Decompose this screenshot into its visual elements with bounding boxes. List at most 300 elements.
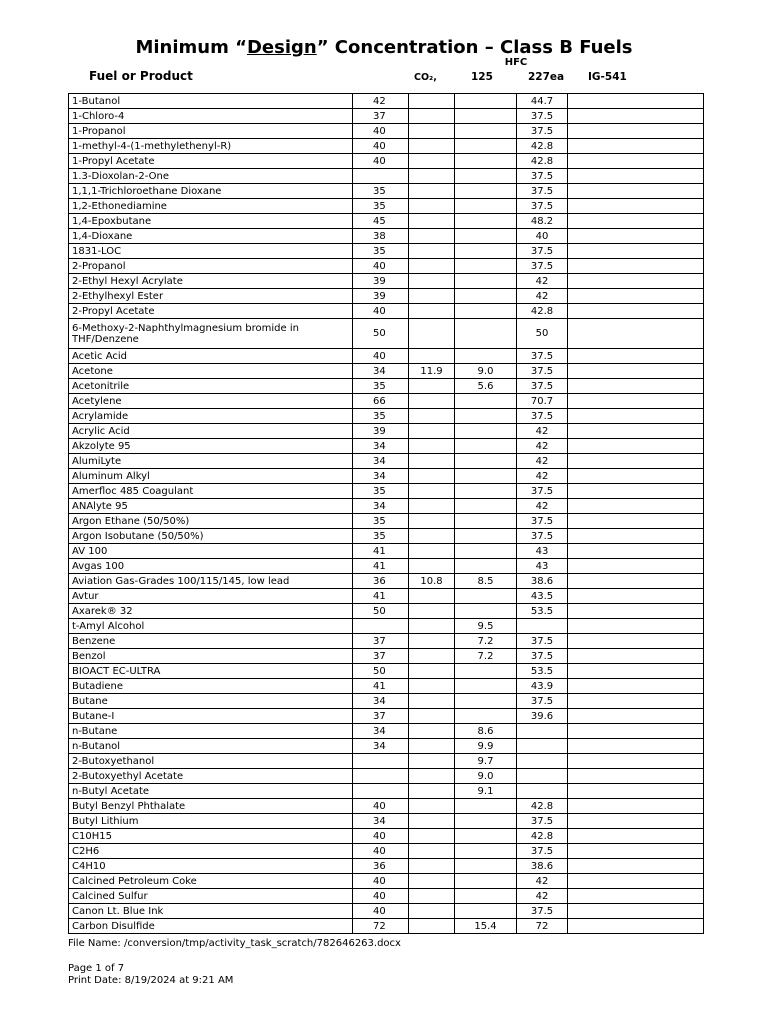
co2-cell <box>409 634 455 649</box>
hfc227ea-cell <box>517 619 568 634</box>
value-cell: 40 <box>353 844 409 859</box>
table-row <box>69 289 704 304</box>
hfc227ea-cell: 44.7 <box>517 94 568 109</box>
table-row <box>69 709 704 724</box>
hfc125-cell <box>455 604 517 619</box>
ig541-cell <box>568 364 704 379</box>
table-row <box>69 859 704 874</box>
fuel-name-cell: n-Butanol <box>69 739 353 754</box>
ig541-cell <box>568 919 704 934</box>
hfc125-cell <box>455 109 517 124</box>
hfc227ea-cell: 42.8 <box>517 154 568 169</box>
hfc227ea-cell: 37.5 <box>517 904 568 919</box>
fuel-name-cell: 2-Ethylhexyl Ester <box>69 289 353 304</box>
ig541-cell <box>568 529 704 544</box>
value-cell: 34 <box>353 814 409 829</box>
co2-cell <box>409 319 455 349</box>
table-row <box>69 784 704 799</box>
table-row <box>69 919 704 934</box>
fuel-name-cell: Avgas 100 <box>69 559 353 574</box>
ig541-cell <box>568 424 704 439</box>
table-row <box>69 679 704 694</box>
value-cell <box>353 769 409 784</box>
column-header-ig541: IG-541 <box>588 71 627 83</box>
table-row <box>69 184 704 199</box>
title-suffix: ” Concentration – Class B Fuels <box>316 37 633 58</box>
hfc227ea-cell: 37.5 <box>517 199 568 214</box>
table-row <box>69 799 704 814</box>
co2-cell <box>409 94 455 109</box>
hfc125-cell <box>455 409 517 424</box>
fuel-name-cell: n-Butane <box>69 724 353 739</box>
hfc125-cell <box>455 469 517 484</box>
table-row <box>69 349 704 364</box>
value-cell: 38 <box>353 229 409 244</box>
table-row <box>69 319 704 349</box>
table-row <box>69 694 704 709</box>
co2-cell <box>409 619 455 634</box>
hfc227ea-cell: 37.5 <box>517 259 568 274</box>
table-row <box>69 259 704 274</box>
table-row <box>69 604 704 619</box>
value-cell: 41 <box>353 589 409 604</box>
fuel-name-cell: 2-Butoxyethyl Acetate <box>69 769 353 784</box>
table-row <box>69 649 704 664</box>
co2-cell <box>409 379 455 394</box>
value-cell <box>353 784 409 799</box>
hfc227ea-cell <box>517 754 568 769</box>
fuel-name-cell: 1,1,1-Trichloroethane Dioxane <box>69 184 353 199</box>
value-cell: 42 <box>353 94 409 109</box>
fuel-name-cell: n-Butyl Acetate <box>69 784 353 799</box>
co2-cell <box>409 649 455 664</box>
hfc125-cell <box>455 244 517 259</box>
ig541-cell <box>568 619 704 634</box>
co2-cell <box>409 454 455 469</box>
value-cell <box>353 754 409 769</box>
co2-cell <box>409 784 455 799</box>
hfc125-cell <box>455 874 517 889</box>
fuel-concentration-table <box>68 93 704 934</box>
co2-cell <box>409 694 455 709</box>
value-cell: 50 <box>353 664 409 679</box>
co2-cell <box>409 484 455 499</box>
co2-cell <box>409 544 455 559</box>
table-row <box>69 664 704 679</box>
title-emphasis: Design <box>246 37 317 58</box>
table-row <box>69 304 704 319</box>
value-cell: 37 <box>353 109 409 124</box>
print-date: Print Date: 8/19/2024 at 9:21 AM <box>68 975 234 986</box>
ig541-cell <box>568 409 704 424</box>
fuel-name-cell: 1.3-Dioxolan-2-One <box>69 169 353 184</box>
ig541-cell <box>568 199 704 214</box>
table-row <box>69 889 704 904</box>
hfc125-cell <box>455 439 517 454</box>
ig541-cell <box>568 559 704 574</box>
fuel-name-cell: Butyl Lithium <box>69 814 353 829</box>
page-number: Page 1 of 7 <box>68 963 125 974</box>
table-row <box>69 574 704 589</box>
co2-cell <box>409 559 455 574</box>
ig541-cell <box>568 589 704 604</box>
hfc125-cell <box>455 199 517 214</box>
hfc125-cell <box>455 304 517 319</box>
co2-cell <box>409 424 455 439</box>
value-cell: 34 <box>353 499 409 514</box>
value-cell: 40 <box>353 304 409 319</box>
column-header-hfc: HFC <box>504 57 528 68</box>
hfc227ea-cell: 42 <box>517 469 568 484</box>
value-cell <box>353 169 409 184</box>
co2-cell <box>409 514 455 529</box>
hfc125-cell <box>455 709 517 724</box>
co2-cell <box>409 859 455 874</box>
hfc227ea-cell: 42 <box>517 439 568 454</box>
ig541-cell <box>568 694 704 709</box>
fuel-name-cell: Argon Isobutane (50/50%) <box>69 529 353 544</box>
ig541-cell <box>568 469 704 484</box>
hfc125-cell <box>455 559 517 574</box>
hfc125-cell <box>455 319 517 349</box>
hfc125-cell: 15.4 <box>455 919 517 934</box>
table-row <box>69 439 704 454</box>
hfc125-cell: 8.5 <box>455 574 517 589</box>
co2-cell <box>409 289 455 304</box>
fuel-name-cell: 1,4-Epoxbutane <box>69 214 353 229</box>
ig541-cell <box>568 544 704 559</box>
hfc227ea-cell: 37.5 <box>517 634 568 649</box>
fuel-name-cell: Acetone <box>69 364 353 379</box>
hfc227ea-cell <box>517 739 568 754</box>
hfc125-cell: 9.7 <box>455 754 517 769</box>
value-cell: 35 <box>353 484 409 499</box>
hfc125-cell <box>455 454 517 469</box>
hfc227ea-cell: 37.5 <box>517 409 568 424</box>
fuel-name-cell: 1-Chloro-4 <box>69 109 353 124</box>
fuel-name-cell: Acrylamide <box>69 409 353 424</box>
hfc227ea-cell <box>517 784 568 799</box>
fuel-name-cell: Butane-I <box>69 709 353 724</box>
hfc227ea-cell: 50 <box>517 319 568 349</box>
hfc125-cell <box>455 139 517 154</box>
value-cell: 34 <box>353 694 409 709</box>
co2-cell <box>409 799 455 814</box>
ig541-cell <box>568 289 704 304</box>
value-cell: 41 <box>353 544 409 559</box>
hfc227ea-cell: 43 <box>517 544 568 559</box>
value-cell: 34 <box>353 454 409 469</box>
table-body <box>69 94 704 934</box>
hfc125-cell <box>455 124 517 139</box>
co2-cell <box>409 274 455 289</box>
column-header-fuel: Fuel or Product <box>89 69 193 83</box>
value-cell: 39 <box>353 424 409 439</box>
co2-cell <box>409 814 455 829</box>
ig541-cell <box>568 124 704 139</box>
hfc227ea-cell: 42 <box>517 289 568 304</box>
hfc227ea-cell: 38.6 <box>517 574 568 589</box>
title-prefix: Minimum “ <box>135 37 247 58</box>
hfc125-cell <box>455 184 517 199</box>
table-row <box>69 904 704 919</box>
value-cell: 37 <box>353 634 409 649</box>
hfc227ea-cell: 37.5 <box>517 484 568 499</box>
fuel-name-cell: 1-Butanol <box>69 94 353 109</box>
table-row <box>69 199 704 214</box>
value-cell: 36 <box>353 574 409 589</box>
table-row <box>69 484 704 499</box>
value-cell: 35 <box>353 184 409 199</box>
hfc227ea-cell: 43.9 <box>517 679 568 694</box>
fuel-name-cell: 1,4-Dioxane <box>69 229 353 244</box>
fuel-name-cell: AV 100 <box>69 544 353 559</box>
table-row <box>69 514 704 529</box>
value-cell: 34 <box>353 364 409 379</box>
hfc227ea-cell: 37.5 <box>517 814 568 829</box>
ig541-cell <box>568 154 704 169</box>
table-row <box>69 814 704 829</box>
hfc227ea-cell: 37.5 <box>517 694 568 709</box>
ig541-cell <box>568 889 704 904</box>
hfc125-cell <box>455 394 517 409</box>
hfc125-cell <box>455 499 517 514</box>
hfc227ea-cell: 42 <box>517 889 568 904</box>
hfc125-cell: 7.2 <box>455 649 517 664</box>
value-cell: 72 <box>353 919 409 934</box>
ig541-cell <box>568 784 704 799</box>
ig541-cell <box>568 514 704 529</box>
fuel-name-cell: Aluminum Alkyl <box>69 469 353 484</box>
hfc227ea-cell: 42 <box>517 274 568 289</box>
hfc125-cell <box>455 589 517 604</box>
value-cell: 40 <box>353 799 409 814</box>
table-row <box>69 829 704 844</box>
hfc227ea-cell: 37.5 <box>517 124 568 139</box>
hfc125-cell <box>455 349 517 364</box>
table-row <box>69 244 704 259</box>
ig541-cell <box>568 499 704 514</box>
file-name: File Name: /conversion/tmp/activity_task_scratch/782646263.docx <box>68 938 401 949</box>
ig541-cell <box>568 679 704 694</box>
hfc125-cell: 8.6 <box>455 724 517 739</box>
ig541-cell <box>568 574 704 589</box>
value-cell: 41 <box>353 559 409 574</box>
value-cell: 35 <box>353 244 409 259</box>
co2-cell <box>409 754 455 769</box>
value-cell: 35 <box>353 379 409 394</box>
hfc227ea-cell: 42.8 <box>517 304 568 319</box>
hfc227ea-cell: 37.5 <box>517 184 568 199</box>
fuel-name-cell: Amerfloc 485 Coagulant <box>69 484 353 499</box>
hfc125-cell <box>455 214 517 229</box>
ig541-cell <box>568 319 704 349</box>
co2-cell <box>409 139 455 154</box>
ig541-cell <box>568 274 704 289</box>
ig541-cell <box>568 349 704 364</box>
hfc125-cell <box>455 484 517 499</box>
fuel-name-cell: Akzolyte 95 <box>69 439 353 454</box>
hfc125-cell <box>455 289 517 304</box>
value-cell: 45 <box>353 214 409 229</box>
co2-cell <box>409 229 455 244</box>
hfc227ea-cell: 37.5 <box>517 169 568 184</box>
ig541-cell <box>568 874 704 889</box>
ig541-cell <box>568 604 704 619</box>
value-cell: 40 <box>353 874 409 889</box>
ig541-cell <box>568 484 704 499</box>
co2-cell <box>409 244 455 259</box>
hfc125-cell <box>455 844 517 859</box>
hfc125-cell: 9.1 <box>455 784 517 799</box>
hfc125-cell <box>455 514 517 529</box>
hfc125-cell <box>455 799 517 814</box>
ig541-cell <box>568 814 704 829</box>
hfc125-cell <box>455 259 517 274</box>
hfc125-cell: 9.5 <box>455 619 517 634</box>
hfc125-cell <box>455 679 517 694</box>
value-cell <box>353 619 409 634</box>
table-row <box>69 139 704 154</box>
fuel-name-cell: ANAlyte 95 <box>69 499 353 514</box>
table-row <box>69 619 704 634</box>
ig541-cell <box>568 229 704 244</box>
ig541-cell <box>568 844 704 859</box>
hfc227ea-cell: 42 <box>517 874 568 889</box>
value-cell: 34 <box>353 469 409 484</box>
hfc227ea-cell: 53.5 <box>517 604 568 619</box>
hfc227ea-cell: 37.5 <box>517 844 568 859</box>
value-cell: 66 <box>353 394 409 409</box>
table-row <box>69 109 704 124</box>
value-cell: 35 <box>353 199 409 214</box>
value-cell: 40 <box>353 349 409 364</box>
value-cell: 34 <box>353 439 409 454</box>
ig541-cell <box>568 169 704 184</box>
table-row <box>69 94 704 109</box>
ig541-cell <box>568 904 704 919</box>
hfc125-cell <box>455 229 517 244</box>
hfc125-cell <box>455 424 517 439</box>
hfc125-cell <box>455 904 517 919</box>
ig541-cell <box>568 829 704 844</box>
ig541-cell <box>568 709 704 724</box>
co2-cell <box>409 184 455 199</box>
fuel-name-cell: 2-Butoxyethanol <box>69 754 353 769</box>
fuel-name-cell: Butane <box>69 694 353 709</box>
ig541-cell <box>568 859 704 874</box>
ig541-cell <box>568 754 704 769</box>
hfc227ea-cell: 70.7 <box>517 394 568 409</box>
hfc227ea-cell: 37.5 <box>517 649 568 664</box>
hfc125-cell: 5.6 <box>455 379 517 394</box>
table-row <box>69 154 704 169</box>
fuel-name-cell: 1,2-Ethonediamine <box>69 199 353 214</box>
fuel-name-cell: 1-Propyl Acetate <box>69 154 353 169</box>
fuel-name-cell: Acetonitrile <box>69 379 353 394</box>
ig541-cell <box>568 769 704 784</box>
hfc227ea-cell: 48.2 <box>517 214 568 229</box>
table-row <box>69 559 704 574</box>
hfc125-cell <box>455 529 517 544</box>
fuel-name-cell: Avtur <box>69 589 353 604</box>
hfc227ea-cell: 37.5 <box>517 514 568 529</box>
value-cell: 40 <box>353 154 409 169</box>
hfc125-cell: 9.0 <box>455 364 517 379</box>
hfc125-cell <box>455 814 517 829</box>
table-row <box>69 544 704 559</box>
fuel-name-cell: Argon Ethane (50/50%) <box>69 514 353 529</box>
hfc227ea-cell: 38.6 <box>517 859 568 874</box>
ig541-cell <box>568 109 704 124</box>
hfc125-cell: 7.2 <box>455 634 517 649</box>
table-row <box>69 409 704 424</box>
ig541-cell <box>568 214 704 229</box>
hfc227ea-cell: 42 <box>517 499 568 514</box>
co2-cell <box>409 169 455 184</box>
co2-cell <box>409 394 455 409</box>
table-row <box>69 499 704 514</box>
table-row <box>69 634 704 649</box>
hfc227ea-cell: 42 <box>517 454 568 469</box>
value-cell: 36 <box>353 859 409 874</box>
fuel-name-cell: Acetylene <box>69 394 353 409</box>
hfc227ea-cell: 42.8 <box>517 799 568 814</box>
hfc227ea-cell <box>517 724 568 739</box>
co2-cell <box>409 769 455 784</box>
value-cell: 35 <box>353 409 409 424</box>
table-row <box>69 394 704 409</box>
value-cell: 34 <box>353 739 409 754</box>
fuel-name-cell: Calcined Petroleum Coke <box>69 874 353 889</box>
co2-cell <box>409 724 455 739</box>
table-row <box>69 724 704 739</box>
hfc227ea-cell: 42.8 <box>517 139 568 154</box>
hfc227ea-cell: 37.5 <box>517 529 568 544</box>
hfc227ea-cell <box>517 769 568 784</box>
co2-cell <box>409 889 455 904</box>
fuel-name-cell: 2-Propanol <box>69 259 353 274</box>
table-row <box>69 169 704 184</box>
hfc125-cell <box>455 154 517 169</box>
hfc227ea-cell: 37.5 <box>517 364 568 379</box>
co2-cell: 11.9 <box>409 364 455 379</box>
column-header-hfc125: 125 <box>471 71 493 83</box>
table-row <box>69 844 704 859</box>
fuel-name-cell: Acrylic Acid <box>69 424 353 439</box>
ig541-cell <box>568 379 704 394</box>
value-cell: 41 <box>353 679 409 694</box>
fuel-name-cell: 6-Methoxy-2-Naphthylmagnesium bromide in THF/Denzene <box>69 319 353 349</box>
fuel-name-cell: 2-Ethyl Hexyl Acrylate <box>69 274 353 289</box>
co2-cell <box>409 604 455 619</box>
fuel-name-cell: t-Amyl Alcohol <box>69 619 353 634</box>
page-title <box>0 36 768 60</box>
ig541-cell <box>568 454 704 469</box>
value-cell: 35 <box>353 529 409 544</box>
co2-cell <box>409 259 455 274</box>
table-row <box>69 274 704 289</box>
table-row <box>69 469 704 484</box>
hfc125-cell <box>455 274 517 289</box>
ig541-cell <box>568 439 704 454</box>
value-cell: 50 <box>353 319 409 349</box>
hfc227ea-cell: 53.5 <box>517 664 568 679</box>
table-row <box>69 379 704 394</box>
co2-cell <box>409 874 455 889</box>
hfc125-cell <box>455 94 517 109</box>
table-row <box>69 124 704 139</box>
